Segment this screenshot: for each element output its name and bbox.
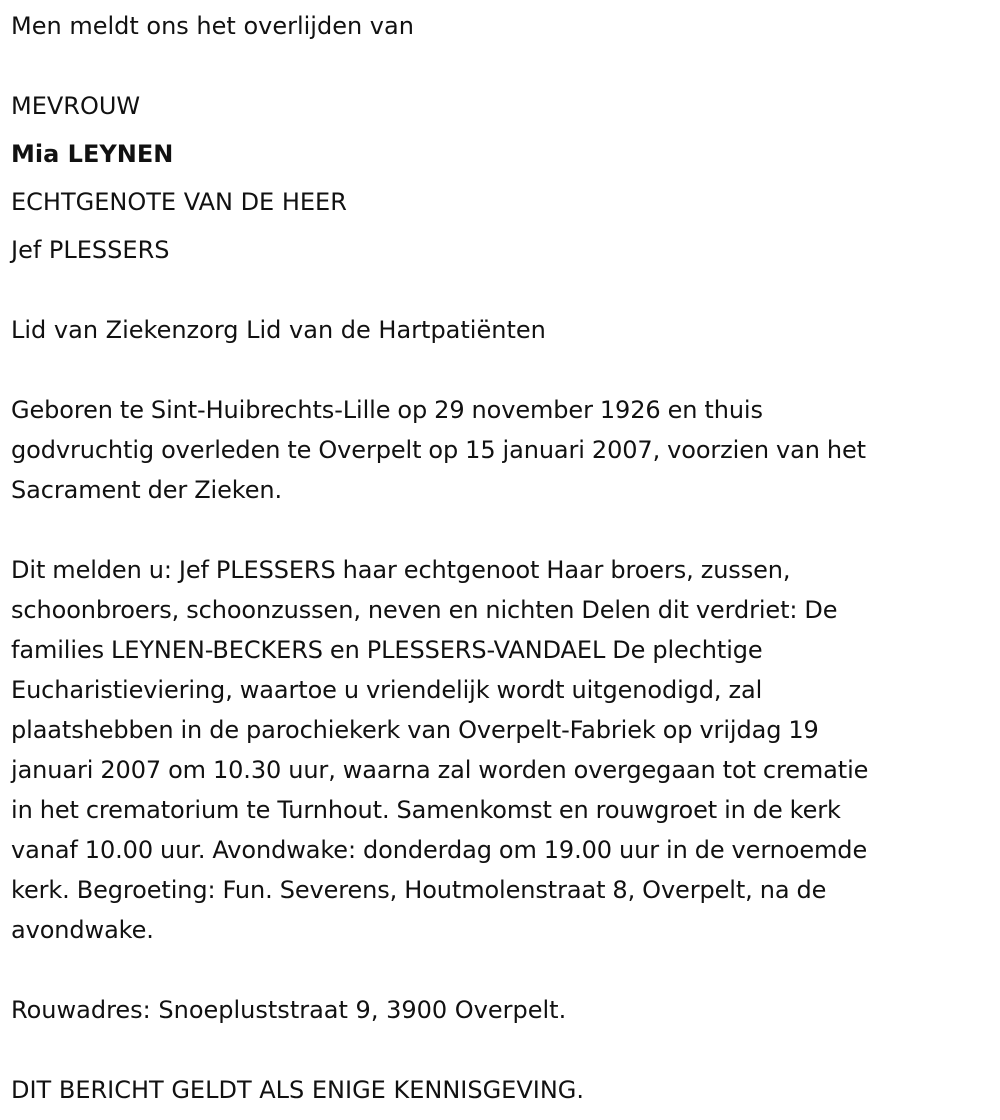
spacer [11, 278, 986, 310]
spouse-name: Jef PLESSERS [11, 236, 170, 264]
paragraph-line: in het crematorium te Turnhout. Samenkomst en rouwgroet in de kerk [11, 796, 841, 824]
spacer [11, 54, 986, 86]
birth-death-paragraph [11, 390, 986, 510]
paragraph-line: Geboren te Sint-Huibrechts-Lille op 29 november 1926 en thuis [11, 396, 763, 424]
mourning-address: Rouwadres: Snoepluststraat 9, 3900 Overpelt. [11, 996, 567, 1024]
memberships-text: Lid van Ziekenzorg Lid van de Hartpatiënten [11, 316, 546, 344]
paragraph-line: kerk. Begroeting: Fun. Severens, Houtmolenstraat 8, Overpelt, na de [11, 876, 827, 904]
paragraph-line: avondwake. [11, 916, 154, 944]
paragraph-line: Dit melden u: Jef PLESSERS haar echtgenoot Haar broers, zussen, [11, 556, 791, 584]
paragraph-line: Sacrament der Zieken. [11, 476, 283, 504]
spacer [11, 950, 986, 990]
spacer [11, 358, 986, 390]
deceased-name: Mia LEYNEN [11, 140, 174, 168]
paragraph-line: families LEYNEN-BECKERS en PLESSERS-VANDAEL De plechtige [11, 636, 763, 664]
closing-text: DIT BERICHT GELDT ALS ENIGE KENNISGEVING. [11, 1076, 585, 1104]
paragraph-line: plaatshebben in de parochiekerk van Overpelt-Fabriek op vrijdag 19 [11, 716, 819, 744]
paragraph-line: schoonbroers, schoonzussen, neven en nichten Delen dit verdriet: De [11, 596, 838, 624]
paragraph-line: januari 2007 om 10.30 uur, waarna zal worden overgegaan tot crematie [11, 756, 869, 784]
spacer [11, 1038, 986, 1070]
title-text: MEVROUW [11, 92, 141, 120]
paragraph-line: Eucharistieviering, waartoe u vriendelijk wordt uitgenodigd, zal [11, 676, 763, 704]
obituary-notice [11, 6, 986, 1118]
paragraph-line: godvruchtig overleden te Overpelt op 15 januari 2007, voorzien van het [11, 436, 866, 464]
spacer [11, 510, 986, 550]
intro-text: Men meldt ons het overlijden van [11, 12, 414, 40]
spouse-label: ECHTGENOTE VAN DE HEER [11, 188, 347, 216]
paragraph-line: vanaf 10.00 uur. Avondwake: donderdag om 19.00 uur in de vernoemde [11, 836, 868, 864]
announcement-paragraph [11, 550, 986, 950]
